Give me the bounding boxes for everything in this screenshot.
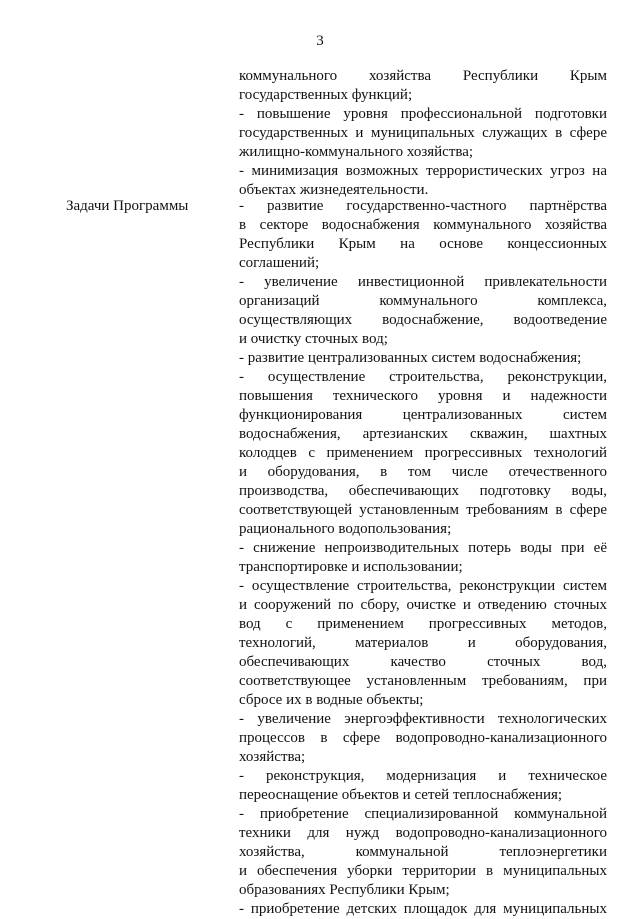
text-line: хозяйства, коммунальной теплоэнергетики bbox=[239, 844, 607, 860]
text-line: - минимизация возможных террористических угроз на bbox=[239, 163, 607, 179]
text-line: рационального водопользования; bbox=[239, 521, 452, 537]
text-line: коммунального хозяйства Республики Крым bbox=[239, 68, 607, 84]
text-line: соответствующее установленным требованиям, при bbox=[239, 673, 607, 689]
text-line: образованиях Республики Крым; bbox=[239, 882, 450, 898]
tasks-text bbox=[239, 197, 607, 919]
text-line: соглашений; bbox=[239, 255, 320, 271]
text-line: повышения технического уровня и надежности bbox=[239, 388, 607, 404]
text-line: техники для нужд водопроводно-канализационного bbox=[239, 825, 607, 841]
text-line: и сооружений по сбору, очистке и отведению сточных bbox=[239, 597, 607, 613]
text-line: организаций коммунального комплекса, bbox=[239, 293, 607, 309]
text-line: - приобретение детских площадок для муниципальных bbox=[239, 901, 607, 917]
text-line: вод с применением прогрессивных методов, bbox=[239, 616, 607, 632]
text-line: соответствующей установленным требованиям в сфере bbox=[239, 502, 607, 518]
text-line: объектах жизнедеятельности. bbox=[239, 182, 429, 198]
text-line: - снижение непроизводительных потерь воды при её bbox=[239, 540, 607, 556]
text-line: водоснабжения, артезианских скважин, шахтных bbox=[239, 426, 607, 442]
previous-section-text bbox=[239, 67, 607, 200]
text-line: - увеличение энергоэффективности технологических bbox=[239, 711, 607, 727]
text-line: - развитие централизованных систем водоснабжения; bbox=[239, 350, 582, 366]
row-label-tasks: Задачи Программы bbox=[66, 198, 189, 214]
text-line: обеспечивающих качество сточных вод, bbox=[239, 654, 607, 670]
text-line: - осуществление строительства, реконструкции, bbox=[239, 369, 607, 385]
text-line: производства, обеспечивающих подготовку воды, bbox=[239, 483, 607, 499]
text-line: - развитие государственно-частного партнёрства bbox=[239, 198, 607, 214]
text-line: транспортировке и использовании; bbox=[239, 559, 463, 575]
text-line: - приобретение специализированной коммунальной bbox=[239, 806, 607, 822]
text-line: функционирования централизованных систем bbox=[239, 407, 607, 423]
text-line: и обеспечения уборки территории в муниципальных bbox=[239, 863, 607, 879]
text-line: хозяйства; bbox=[239, 749, 306, 765]
text-line: и оборудования, в том числе отечественного bbox=[239, 464, 607, 480]
page-number: 3 bbox=[316, 33, 324, 49]
text-line: государственных и муниципальных служащих в сфере bbox=[239, 125, 607, 141]
text-line: и очистку сточных вод; bbox=[239, 331, 388, 347]
text-line: в секторе водоснабжения коммунального хозяйства bbox=[239, 217, 607, 233]
text-line: - увеличение инвестиционной привлекательности bbox=[239, 274, 607, 290]
text-line: государственных функций; bbox=[239, 87, 413, 103]
text-line: - реконструкция, модернизация и техническое bbox=[239, 768, 607, 784]
text-line: осуществляющих водоснабжение, водоотведение bbox=[239, 312, 607, 328]
text-line: технологий, материалов и оборудования, bbox=[239, 635, 607, 651]
text-line: колодцев с применением прогрессивных технологий bbox=[239, 445, 607, 461]
text-line: сбросе их в водные объекты; bbox=[239, 692, 424, 708]
text-line: - осуществление строительства, реконструкции систем bbox=[239, 578, 607, 594]
text-line: жилищно-коммунального хозяйства; bbox=[239, 144, 474, 160]
text-line: переоснащение объектов и сетей теплоснабжения; bbox=[239, 787, 563, 803]
text-line: Республики Крым на основе концессионных bbox=[239, 236, 607, 252]
text-line: - повышение уровня профессиональной подготовки bbox=[239, 106, 607, 122]
text-line: процессов в сфере водопроводно-канализационного bbox=[239, 730, 607, 746]
